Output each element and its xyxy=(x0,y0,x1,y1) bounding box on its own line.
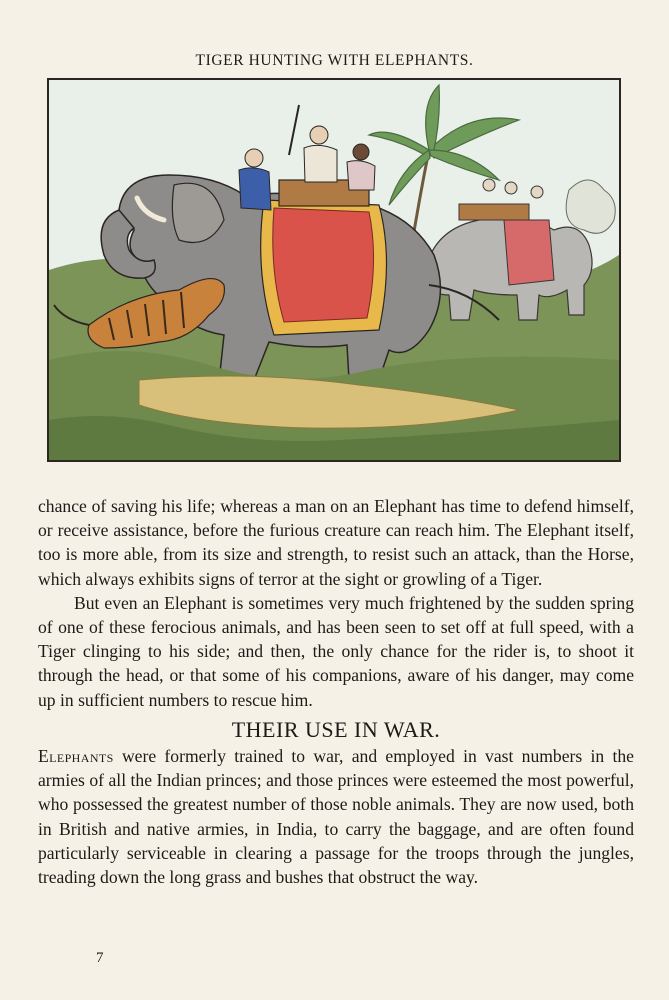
paragraph-3-body: were formerly trained to war, and employed in vast numbers in the armies of all the Indian princes; and those princes were esteemed the most powerful, who possessed the greatest number of those noble animals. They are now used, both in British and native armies, in India, to carry the baggage, and are often found particularly serviceable in clearing a passage for the troops through the jungles, treading down the long grass and bushes that obstruct the way. xyxy=(38,746,634,888)
page-number: 7 xyxy=(96,950,104,966)
section-heading: THEIR USE IN WAR. xyxy=(231,716,441,742)
paragraph-1: chance of saving his life; whereas a man on an Elephant has time to defend himself, or receive assistance, before the furious creature can reach him. The Elephant itself, too is more able, from its size and strength, to resist such an attack, than the Horse, which always exhibits signs of terror at the sight or growling of a Tiger. xyxy=(38,496,634,589)
paragraph-3 xyxy=(38,744,634,889)
body-text xyxy=(38,494,634,889)
running-head: TIGER HUNTING WITH ELEPHANTS. xyxy=(195,52,474,69)
elephant-tiger-illustration xyxy=(49,80,619,460)
illustration-plate xyxy=(47,78,621,462)
paragraph-3-lead: Elephants xyxy=(38,746,114,767)
paragraph-2: But even an Elephant is sometimes very much frightened by the sudden spring of one of these ferocious animals, and has been seen to set off at full speed, with a Tiger clinging to his side; and then, the only chance for the rider is, to shoot it through the head, or that some of his companions, aware of his danger, may come up in sufficient numbers to rescue him. xyxy=(38,592,634,710)
